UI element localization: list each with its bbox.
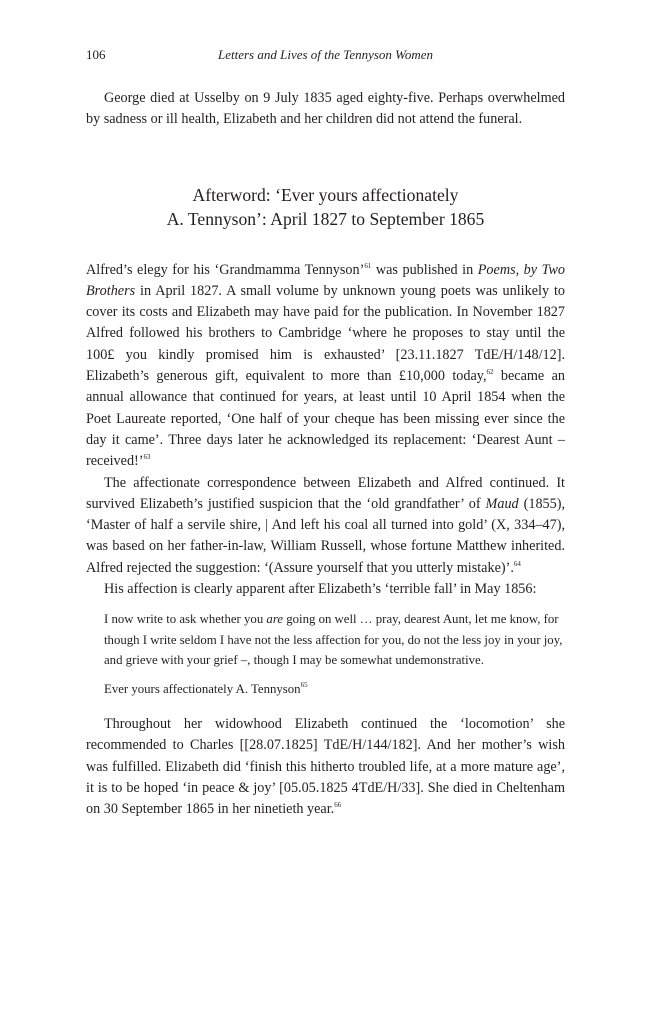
text-run: Alfred’s elegy for his ‘Grandmamma Tennyson’: [86, 261, 365, 278]
body-paragraph-3: His affection is clearly apparent after Elizabeth’s ‘terrible fall’ in May 1856:: [104, 581, 537, 598]
footnote-ref-63: 63: [143, 453, 151, 462]
text-run: Throughout her widowhood Elizabeth continued the ‘locomotion’ she recommended to Charles [[28.07.1825] TdE/H/144/182]. And her mother’s wish was fulfilled. Elizabeth did ‘finish this hitherto troubled life, at a more mature age’, it is to be hoped ‘in peace & joy’ [05.05.1825 4TdE/H/33]. She died in Cheltenham on 30 September 1865 in her ninetieth year.: [86, 715, 565, 818]
book-title-poems: Poems, by Two Brothers: [86, 261, 566, 299]
body-paragraph-4: [86, 714, 565, 820]
heading-line-2: A. Tennyson’: April 1827 to September 1865: [166, 208, 485, 229]
text-run: The affectionate correspondence between Elizabeth and Alfred continued. It survived Elizabeth’s justified suspicion that the ‘old grandfather’ of: [86, 474, 565, 512]
body-paragraph-1: [86, 260, 565, 473]
emphasis-are: are: [266, 612, 284, 627]
text-run: (1855), ‘Master of half a servile shire, | And left his coal all turned into gold’ (X, 334–47), was based on her father-in-law, William Russell, whose fortune Matthew inherited. Alfred rejected the suggestion: ‘(Assure yourself that you utterly mistake)’.: [86, 495, 565, 576]
running-head: [86, 44, 565, 64]
page-number: 106: [86, 47, 106, 62]
text-run: going on well … pray, dearest Aunt, let me know, for though I write seldom I have not the less affection for you, do not the less joy in your joy, and grieve with your grief –, though I may be somewhat undemonstrative.: [104, 612, 563, 668]
section-heading: [86, 183, 565, 231]
footnote-ref-64: 64: [513, 559, 521, 568]
text-run: I now write to ask whether you: [104, 612, 267, 627]
footnote-ref-66: 66: [334, 801, 342, 810]
quote-signature: [104, 679, 565, 699]
book-page: [0, 44, 650, 1019]
quote-text: [104, 609, 565, 670]
text-run: in April 1827. A small volume by unknown young poets was unlikely to cover its costs and Elizabeth may have paid for the publication. In November 1827 Alfred followed his brothers to Cambridge ‘where he proposes to stay until the 100£ you kindly promised him is exhausted’ [23.11.1827 TdE/H/148/12]. Elizabeth’s generous gift, equivalent to more than £10,000 today,: [86, 282, 565, 385]
signature-text: Ever yours affectionately A. Tennyson: [104, 681, 301, 696]
opening-paragraph: George died at Usselby on 9 July 1835 aged eighty-five. Perhaps overwhelmed by sadness or ill health, Elizabeth and her children did not attend the funeral.: [86, 90, 565, 128]
text-run: became an annual allowance that continued for years, at least until 10 April 1854 when the Poet Laureate reported, ‘One half of your cheque has been missing ever since the day it came’. Three days later he acknowledged its replacement: ‘Dearest Aunt – received!’: [86, 368, 565, 470]
footnote-ref-61: 61: [364, 261, 372, 270]
block-quote: [104, 609, 565, 699]
heading-line-1: Afterword: ‘Ever yours affectionately: [192, 184, 459, 205]
footnote-ref-62: 62: [486, 368, 494, 377]
footnote-ref-65: 65: [300, 680, 308, 689]
running-title: Letters and Lives of the Tennyson Women: [218, 47, 433, 62]
book-title-maud: Maud: [485, 495, 519, 512]
body-paragraph-2: [86, 473, 565, 579]
text-run: was published in: [371, 261, 478, 278]
